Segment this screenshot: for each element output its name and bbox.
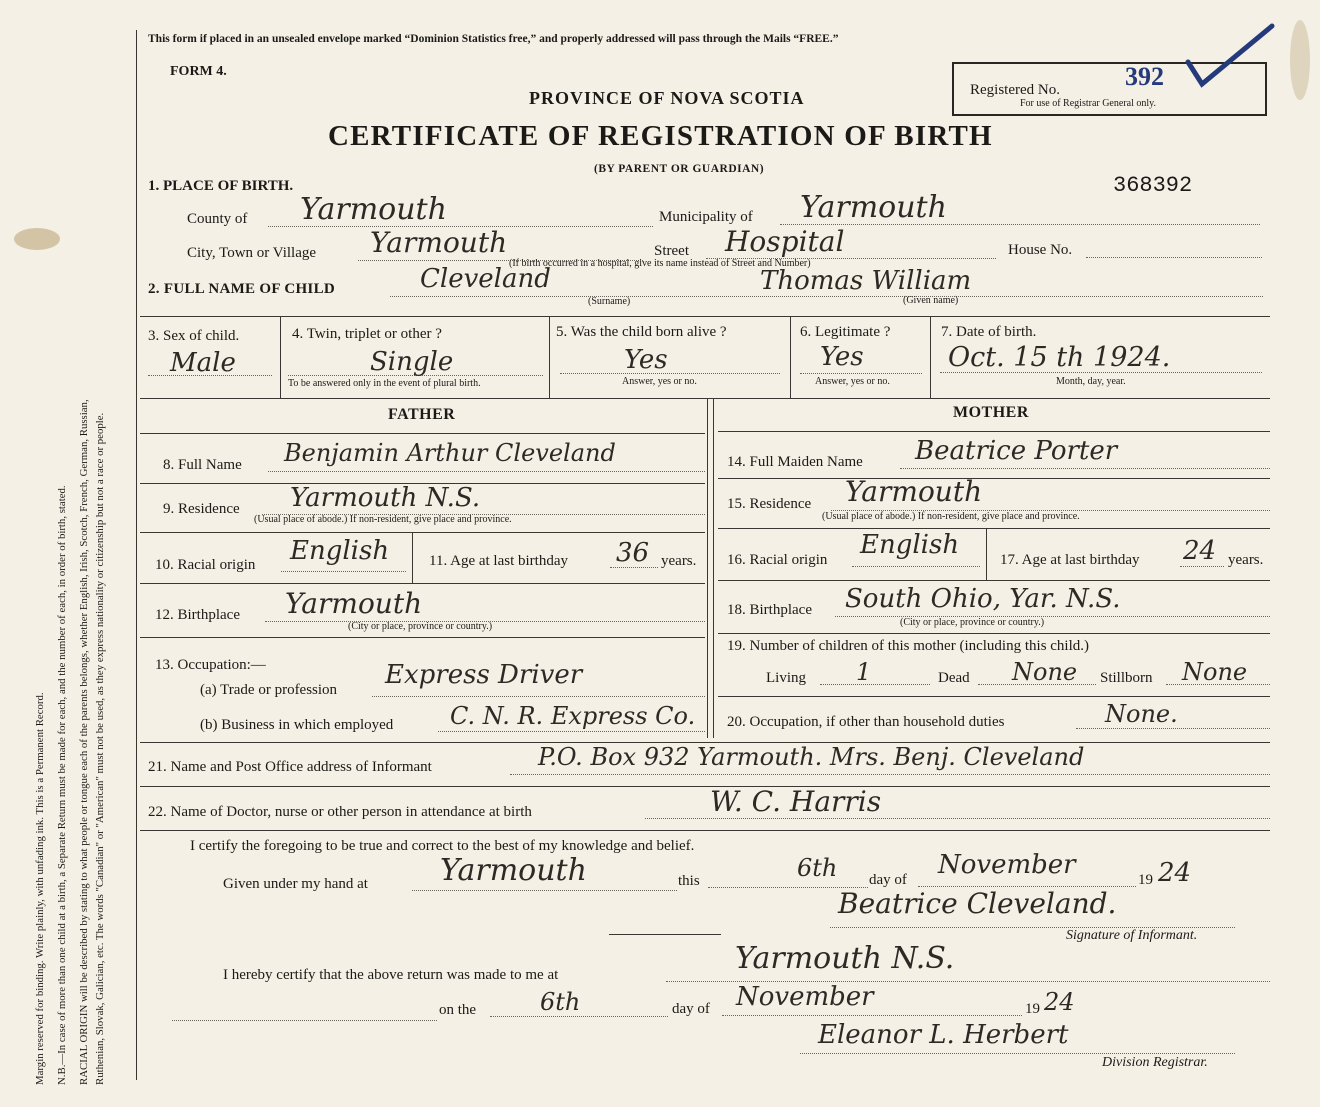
father-age-unit: years. bbox=[661, 553, 697, 569]
given-day-of-label: day of bbox=[869, 872, 907, 888]
twin-value: Single bbox=[370, 347, 454, 377]
father-name-label: 8. Full Name bbox=[163, 457, 242, 473]
father-age-value: 36 bbox=[616, 538, 650, 568]
father-birthplace-value: Yarmouth bbox=[285, 587, 423, 620]
place-heading: 1. PLACE OF BIRTH. bbox=[148, 178, 294, 194]
father-age-label: 11. Age at last birthday bbox=[429, 553, 568, 569]
father-birthplace-label: 12. Birthplace bbox=[155, 607, 240, 623]
given-name-caption: (Given name) bbox=[903, 295, 959, 306]
doctor-value: W. C. Harris bbox=[710, 785, 882, 818]
father-race-label: 10. Racial origin bbox=[155, 557, 256, 573]
registrar-signature: Eleanor L. Herbert bbox=[818, 1020, 1069, 1050]
mother-age-unit: years. bbox=[1228, 552, 1264, 568]
side-note-1: Margin reserved for binding. Write plainly, with unfading ink. This is a Permanent Record. bbox=[34, 692, 46, 1085]
mother-name-label: 14. Full Maiden Name bbox=[727, 454, 863, 470]
father-occupation-label: 13. Occupation:— bbox=[155, 657, 266, 673]
given-year-value: 24 bbox=[1158, 858, 1192, 888]
city-value: Yarmouth bbox=[370, 226, 508, 259]
municipality-label: Municipality of bbox=[659, 209, 753, 225]
division-registrar-label: Division Registrar. bbox=[1102, 1055, 1208, 1070]
dead-label: Dead bbox=[938, 670, 970, 686]
mother-age-value: 24 bbox=[1183, 536, 1217, 566]
father-residence-note: (Usual place of abode.) If non-resident, give place and province. bbox=[254, 514, 512, 525]
father-residence-value: Yarmouth N.S. bbox=[290, 483, 481, 513]
city-label: City, Town or Village bbox=[187, 245, 317, 261]
mother-heading: MOTHER bbox=[953, 404, 1029, 421]
informant-label: 21. Name and Post Office address of Informant bbox=[148, 759, 432, 775]
given-place-value: Yarmouth bbox=[440, 853, 587, 888]
side-notes bbox=[34, 25, 134, 1085]
street-value: Hospital bbox=[725, 225, 845, 258]
registrar-month-value: November bbox=[736, 982, 874, 1012]
registrar-year-prefix: 19 bbox=[1025, 1001, 1040, 1017]
born-alive-note: Answer, yes or no. bbox=[622, 376, 697, 387]
child-surname-value: Cleveland bbox=[420, 264, 551, 294]
father-name-value: Benjamin Arthur Cleveland bbox=[284, 439, 616, 467]
living-label: Living bbox=[766, 670, 806, 686]
province-heading: PROVINCE OF NOVA SCOTIA bbox=[529, 88, 805, 108]
twin-note: To be answered only in the event of plural birth. bbox=[288, 378, 481, 389]
legitimate-label: 6. Legitimate ? bbox=[800, 324, 891, 340]
father-heading: FATHER bbox=[388, 406, 456, 423]
registered-no-value: 392 bbox=[1125, 62, 1164, 91]
mother-residence-label: 15. Residence bbox=[727, 496, 812, 512]
surname-caption: (Surname) bbox=[588, 296, 631, 307]
municipality-value: Yarmouth bbox=[800, 190, 947, 225]
doctor-label: 22. Name of Doctor, nurse or other person in attendance at birth bbox=[148, 804, 532, 820]
mother-birthplace-note: (City or place, province or country.) bbox=[900, 617, 1045, 628]
born-alive-value: Yes bbox=[624, 345, 668, 375]
binding-margin-line bbox=[136, 30, 137, 1080]
side-note-3: RACIAL ORIGIN will be described by stating to what people or tongue each of the parents belongs, whether English, Irish, Scotch, French, German, Russian, bbox=[78, 399, 90, 1085]
children-count-label: 19. Number of children of this mother (including this child.) bbox=[727, 638, 1090, 654]
stillborn-value: None bbox=[1182, 658, 1248, 686]
mother-occupation-value: None. bbox=[1105, 700, 1178, 728]
father-race-value: English bbox=[290, 536, 390, 566]
form-number: FORM 4. bbox=[170, 64, 227, 79]
mother-residence-value: Yarmouth bbox=[845, 475, 983, 508]
page-title: CERTIFICATE OF REGISTRATION OF BIRTH bbox=[328, 120, 993, 152]
certify-statement: I certify the foregoing to be true and correct to the best of my knowledge and belief. bbox=[190, 838, 695, 854]
father-birthplace-note: (City or place, province or country.) bbox=[348, 621, 493, 632]
stain-mark bbox=[1290, 20, 1310, 100]
sex-value: Male bbox=[170, 348, 236, 378]
side-note-2: N.B.—In case of more than one child at a birth, a Separate Return must be made for each, and the number of each, in order of birth, stated. bbox=[56, 485, 68, 1085]
sex-label: 3. Sex of child. bbox=[148, 328, 240, 344]
mother-residence-note: (Usual place of abode.) If non-resident, give place and province. bbox=[822, 511, 1080, 522]
given-under-label: Given under my hand at bbox=[223, 876, 368, 892]
mother-occupation-label: 20. Occupation, if other than household duties bbox=[727, 714, 1005, 730]
dob-label: 7. Date of birth. bbox=[941, 324, 1037, 340]
dob-value: Oct. 15 th 1924. bbox=[948, 342, 1171, 373]
registrar-statement: I hereby certify that the above return was made to me at bbox=[223, 967, 559, 983]
mother-name-value: Beatrice Porter bbox=[915, 436, 1118, 466]
dob-note: Month, day, year. bbox=[1056, 376, 1126, 387]
county-value: Yarmouth bbox=[300, 192, 447, 227]
legitimate-note: Answer, yes or no. bbox=[815, 376, 890, 387]
trade-value: Express Driver bbox=[385, 660, 583, 690]
child-given-value: Thomas William bbox=[760, 266, 972, 296]
registered-no-note: For use of Registrar General only. bbox=[1020, 98, 1156, 109]
registered-no-label: Registered No. bbox=[970, 82, 1060, 98]
legitimate-value: Yes bbox=[820, 342, 864, 372]
born-alive-label: 5. Was the child born alive ? bbox=[556, 324, 727, 340]
given-day-value: 6th bbox=[797, 854, 838, 882]
stillborn-label: Stillborn bbox=[1100, 670, 1153, 686]
checkmark-icon bbox=[1180, 22, 1280, 92]
registrar-day-of-label: day of bbox=[672, 1001, 710, 1017]
mail-note: This form if placed in an unsealed envelope marked “Dominion Statistics free,” and properly addressed will pass through the Mails “FREE.” bbox=[148, 33, 839, 45]
signature-informant-label: Signature of Informant. bbox=[1066, 928, 1198, 943]
street-label: Street bbox=[654, 243, 689, 259]
county-label: County of bbox=[187, 211, 248, 227]
business-value: C. N. R. Express Co. bbox=[450, 702, 696, 730]
given-month-value: November bbox=[938, 850, 1076, 880]
this-label: this bbox=[678, 873, 700, 889]
side-note-4: Ruthenian, Slovak, Galician, etc. The words "Canadian" or "American" must not be used, as they express nationality or citizenship but not a race or people. bbox=[94, 412, 106, 1085]
business-label: (b) Business in which employed bbox=[200, 717, 394, 733]
mother-birthplace-label: 18. Birthplace bbox=[727, 602, 812, 618]
mother-age-label: 17. Age at last birthday bbox=[1000, 552, 1140, 568]
on-the-label: on the bbox=[439, 1002, 477, 1018]
hospital-note: (If birth occurred in a hospital, give its name instead of Street and Number) bbox=[509, 258, 811, 269]
registrar-place-value: Yarmouth N.S. bbox=[735, 941, 955, 976]
mother-race-label: 16. Racial origin bbox=[727, 552, 828, 568]
informant-value: P.O. Box 932 Yarmouth. Mrs. Benj. Cleveland bbox=[538, 743, 1085, 771]
page-subtitle: (BY PARENT OR GUARDIAN) bbox=[594, 163, 765, 175]
child-name-label: 2. FULL NAME OF CHILD bbox=[148, 281, 336, 297]
house-no-label: House No. bbox=[1008, 242, 1073, 258]
registrar-year-value: 24 bbox=[1044, 988, 1075, 1016]
stamp-number: 368392 bbox=[1113, 173, 1193, 198]
dead-value: None bbox=[1012, 658, 1078, 686]
given-year-prefix: 19 bbox=[1138, 872, 1153, 888]
father-residence-label: 9. Residence bbox=[163, 501, 240, 517]
registrar-day-value: 6th bbox=[540, 988, 581, 1016]
mother-birthplace-value: South Ohio, Yar. N.S. bbox=[845, 584, 1121, 614]
living-value: 1 bbox=[856, 658, 872, 686]
mother-race-value: English bbox=[860, 530, 960, 560]
trade-label: (a) Trade or profession bbox=[200, 682, 338, 698]
twin-label: 4. Twin, triplet or other ? bbox=[292, 326, 442, 342]
informant-signature: Beatrice Cleveland. bbox=[838, 887, 1117, 920]
